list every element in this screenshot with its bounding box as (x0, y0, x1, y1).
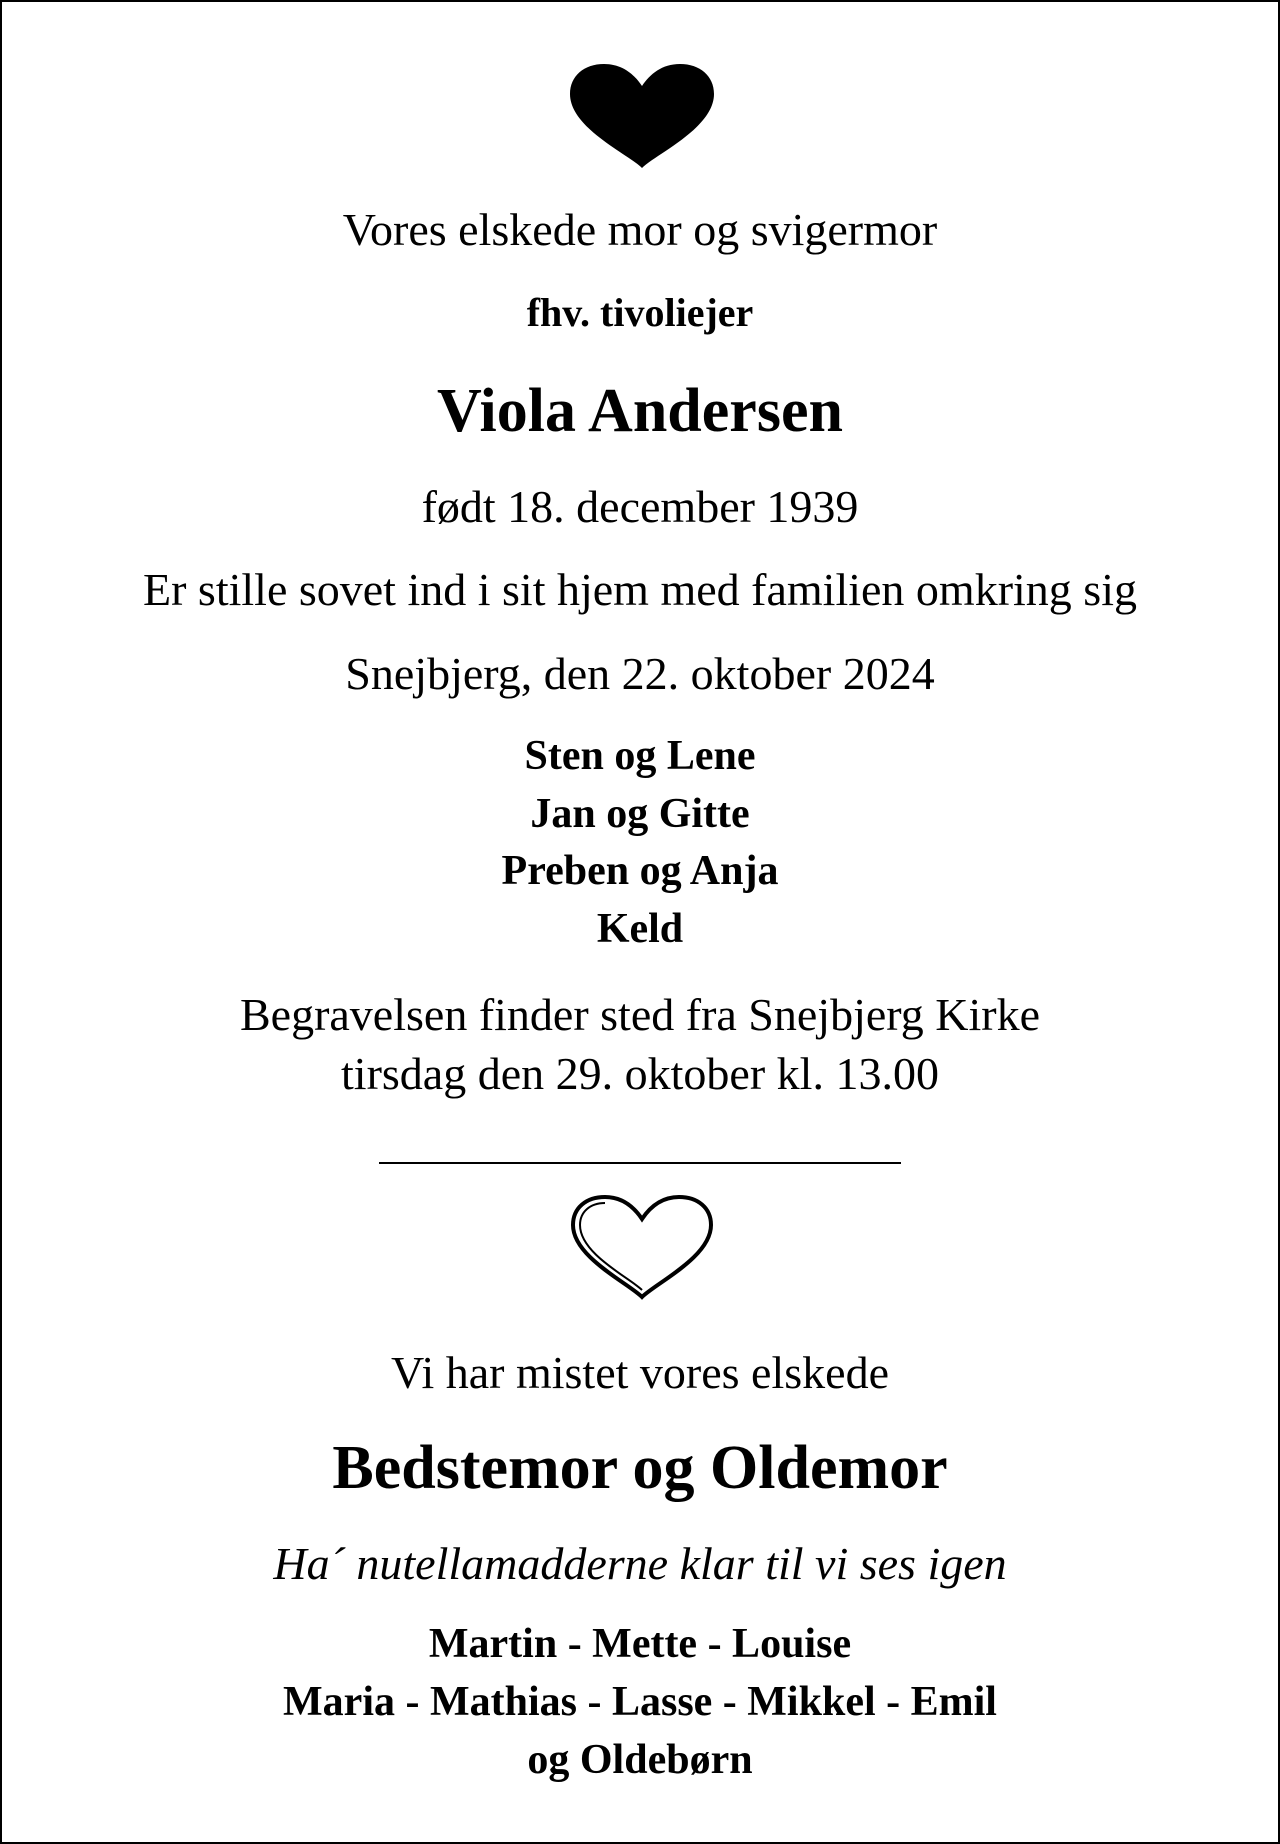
filled-heart-icon (570, 64, 714, 168)
deceased-title: fhv. tivoliejer (526, 290, 754, 335)
family-line: Keld (596, 906, 684, 952)
passing-text: Er stille sovet ind i sit hjem med familien omkring sig (143, 564, 1137, 615)
place-date: Snejbjerg, den 22. oktober 2024 (345, 648, 935, 699)
family-line: og Oldebørn (527, 1737, 753, 1783)
deceased-name: Bedstemor og Oldemor (332, 1434, 948, 1502)
notice-intro: Vores elskede mor og svigermor (342, 204, 938, 255)
deceased-name: Viola Andersen (437, 377, 843, 445)
family-line: Maria - Mathias - Lasse - Mikkel - Emil (283, 1679, 997, 1725)
family-line: Martin - Mette - Louise (428, 1621, 852, 1667)
memorial-quote: Ha´ nutellamadderne klar til vi ses igen (273, 1538, 1007, 1589)
family-line: Preben og Anja (501, 848, 779, 894)
funeral-info-line: tirsdag den 29. oktober kl. 13.00 (341, 1048, 939, 1099)
funeral-info-line: Begravelsen finder sted fra Snejbjerg Kirke (239, 989, 1041, 1040)
outline-heart-icon (570, 1194, 714, 1300)
family-line: Jan og Gitte (530, 791, 750, 837)
divider-line (379, 1162, 901, 1164)
notice-intro: Vi har mistet vores elskede (391, 1347, 889, 1398)
family-line: Sten og Lene (524, 733, 756, 779)
birth-date: født 18. december 1939 (421, 481, 859, 532)
